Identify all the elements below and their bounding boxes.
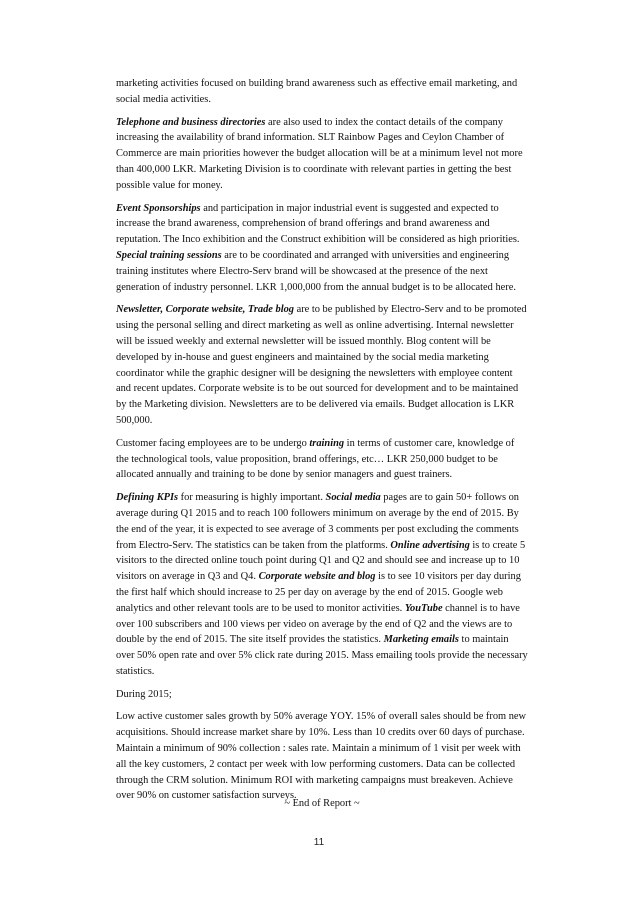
paragraph [116,436,528,483]
emphasized-term: Defining KPIs [116,492,179,504]
paragraph [116,709,528,804]
emphasized-term: Event Sponsorships [116,202,201,214]
paragraph [116,302,528,428]
text-run: in terms of customer care, knowledge of the technological tools, value proposition, brand offerings, etc… LKR 250,000 budget to be allocated annually and training to be done by senior managers and guest trainers. [116,437,515,481]
text-run: is to create 5 visitors to the directed online touch point during Q1 and Q2 and should see and increase up to 10 visitors on average in Q3 and Q4. [116,539,526,583]
page-number: 11 [313,837,325,848]
body-text [116,76,528,811]
text-run: are also used to index the contact details of the company increasing the availability of brand information. SLT Rainbow Pages and Ceylon Chamber of Commerce are main priorities however the budget allocation will be at a minimum level not more than 400,000 LKR. Marketing Division is to coordinate with relevant parties in getting the best possible value for money. [116,116,523,191]
text-run: Low active customer sales growth by 50% average YOY. 15% of overall sales should be from new acquisitions. Should increase market share by 10%. Less than 10 credits over 60 days of purchase. Maintain a minimum of 90% collection : sales rate. Maintain a minimum of 1 visit per week with all the key customers, 2 contact per week with low performing customers. Data can be collected through the CRM solution. Minimum ROI with marketing campaigns must breakeven. Achieve over 90% on customer satisfaction surveys. [116,711,527,802]
text-run: and participation in major industrial event is suggested and expected to increase the brand awareness, comprehension of brand offerings and brand awareness and reputation. The Inco exhibition and the Construct exhibition will be considered as high priorities. [116,202,520,246]
paragraph [116,201,528,296]
text-run: pages are to gain 50+ follows on average during Q1 2015 and to reach 100 followers minimum on average by the end of 2015. By the end of the year, it is expected to see average of 3 comments per post excluding the comments from Electro-Serv. The statistics can be taken from the platforms. [116,492,519,551]
paragraph [116,687,528,703]
text-run: is to see 10 visitors per day during the first half which should increase to 25 per day on average by the end of 2015. Google web analytics and other relevant tools are to be used to monitor activities. [116,571,521,614]
paragraph [116,115,528,194]
text-run: to maintain over 50% open rate and over 5% click rate during 2015. Mass emailing tools provide the necessary statistics. [116,634,528,677]
emphasized-term: Special training sessions [116,249,222,261]
text-run: Customer facing employees are to be undergo [116,437,310,449]
emphasized-term: Newsletter, Corporate website, Trade blog [116,304,294,316]
text-run: channel is to have over 100 subscribers and 100 views per video on average by the end of Q2 and the views are to double by the end of 2015. The site itself provides the statistics. [116,602,520,646]
emphasized-term: Social media [325,492,381,504]
emphasized-term: Corporate website and blog [258,571,376,583]
text-run: marketing activities focused on building brand awareness such as effective email marketing, and social media activities. [116,78,518,105]
text-run: are to be published by Electro-Serv and to be promoted using the personal selling and direct marketing as well as online advertising. Internal newsletter will be issued weekly and external newsletter will be issued monthly. Blog content will be developed by in-house and guest engineers and maintained by the social media marketing coordinator while the graphic designer will be designing the newsletters with employee content and recent updates. Corporate website is to be out sourced for development and to be maintained by the Marketing division. Newsletters are to be delivered via emails. Budget allocation is LKR 500,000. [116,304,527,426]
end-of-report: ~ End of Report ~ [284,798,360,809]
emphasized-term: training [309,437,345,449]
emphasized-term: Telephone and business directories [116,116,266,128]
text-run: During 2015; [116,688,172,700]
emphasized-term: Online advertising [390,539,470,551]
text-run: for measuring is highly important. [178,492,326,504]
emphasized-term: YouTube [404,602,443,614]
text-run: are to be coordinated and arranged with universities and engineering training institutes where Electro-Serv brand will be showcased at the presence of the next generation of industry personnel. LKR 1,000,000 from the annual budget is to be allocated here. [116,249,516,293]
emphasized-term: Marketing emails [383,634,459,646]
paragraph [116,490,528,680]
paragraph [116,76,528,108]
